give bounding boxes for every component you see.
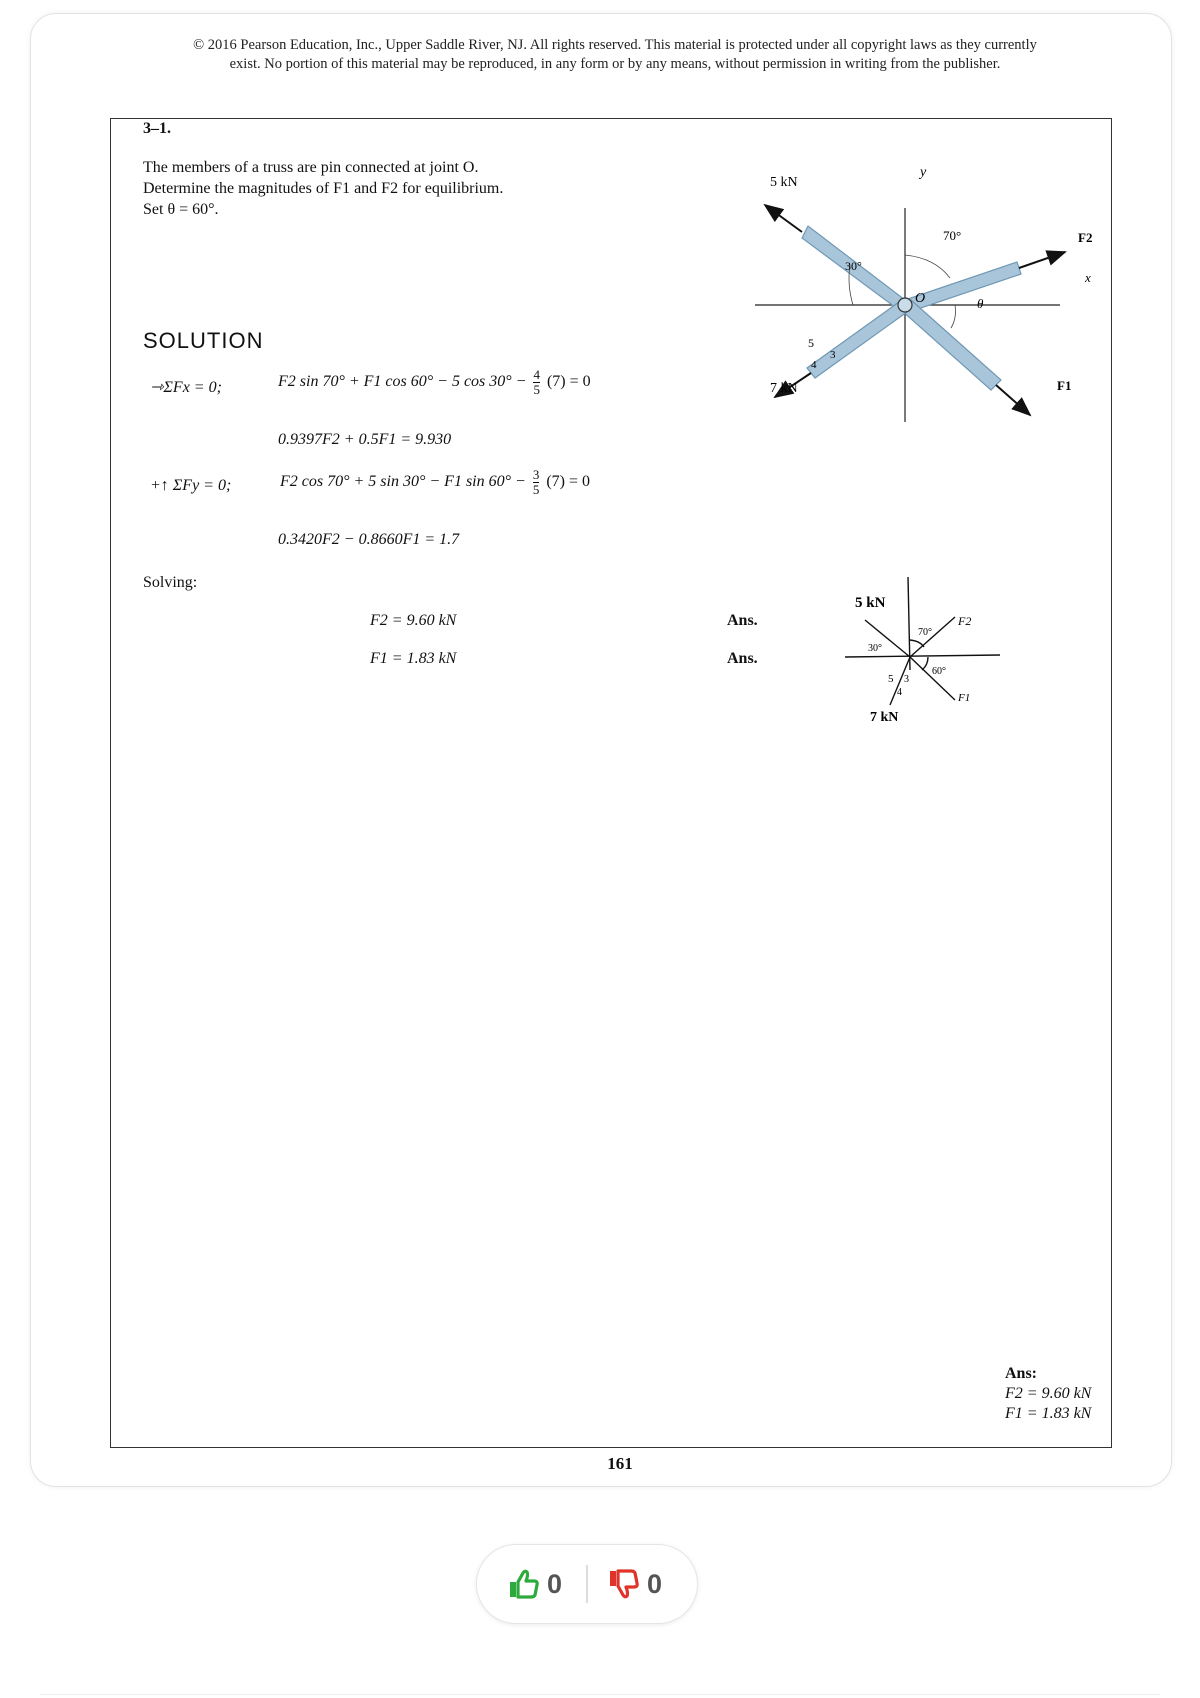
final-answer-f1: F1 = 1.83 kN: [1005, 1405, 1092, 1422]
upvote-count: 0: [547, 1568, 563, 1599]
eq2-fraction: [533, 468, 540, 497]
downvote-button[interactable]: [607, 1565, 662, 1603]
problem-statement-line-1: The members of a truss are pin connected at joint O.: [143, 159, 479, 176]
figure-label-theta: θ: [977, 296, 984, 311]
sketch-label-4: 4: [897, 687, 902, 698]
angle-70-arc: [905, 255, 950, 278]
eq1-fraction: [533, 368, 540, 397]
force-f2-arrow: [1019, 252, 1065, 268]
sketch-label-7kn: 7 kN: [870, 710, 899, 725]
upvote-button[interactable]: [507, 1565, 562, 1603]
eq2-left: F2 cos 70° + 5 sin 30° − F1 sin 60° −: [280, 473, 526, 491]
eq1-result: 0.9397F2 + 0.5F1 = 9.930: [278, 431, 452, 448]
sketch-label-3: 3: [904, 674, 909, 685]
equation-2: [280, 468, 590, 497]
bottom-divider: [40, 1694, 1160, 1695]
eq1-numerator: 4: [533, 367, 540, 382]
eq2-result: 0.3420F2 − 0.8660F1 = 1.7: [278, 531, 460, 548]
eq2-label: +↑ ΣFy = 0;: [150, 477, 232, 494]
figure-label-5kn: 5 kN: [770, 175, 798, 190]
figure-label-x: x: [1085, 270, 1091, 285]
sketch-label-f1: F1: [958, 692, 971, 704]
copyright-notice: [115, 36, 1115, 74]
eq1-left: F2 sin 70° + F1 cos 60° − 5 cos 30° −: [278, 373, 527, 391]
figure-label-7kn: 7 kN: [770, 381, 798, 396]
figure-label-y: y: [920, 165, 927, 180]
figure-label-5: 5: [808, 336, 814, 350]
answer-tag-2: Ans.: [727, 650, 758, 667]
sketch-label-70: 70°: [918, 627, 932, 638]
answer-f1: F1 = 1.83 kN: [370, 650, 457, 667]
sketch-label-5kn: 5 kN: [855, 595, 886, 611]
member-7kn: [807, 302, 907, 378]
thumbs-up-icon: [507, 1569, 539, 1599]
sketch-label-30: 30°: [868, 643, 882, 654]
truss-figure: [755, 160, 1105, 430]
vote-separator: [586, 1565, 588, 1603]
problem-statement-line-2: Determine the magnitudes of F1 and F2 for equilibrium.: [143, 180, 504, 197]
solution-heading: SOLUTION: [143, 328, 264, 353]
figure-label-70: 70°: [943, 228, 962, 243]
force-5kn-arrow: [765, 205, 802, 232]
downvote-count: 0: [647, 1568, 663, 1599]
eq1-label: ⇾ΣFx = 0;: [150, 379, 222, 396]
sketch-f2-line: [910, 617, 955, 657]
sketch-label-60: 60°: [932, 666, 946, 677]
force-f1-arrow: [996, 385, 1030, 415]
sketch-label-5: 5: [888, 673, 894, 685]
page-number: 161: [607, 1454, 633, 1473]
free-body-sketch: [840, 575, 1010, 725]
problem-statement-line-3: Set θ = 60°.: [143, 201, 219, 218]
eq2-denominator: 5: [532, 482, 540, 497]
figure-label-3: 3: [830, 349, 836, 361]
sketch-angle-arc-2: [922, 657, 928, 670]
figure-label-30: 30°: [845, 259, 862, 273]
figure-label-4: 4: [811, 359, 817, 371]
answer-tag-1: Ans.: [727, 612, 758, 629]
thumbs-down-icon: [607, 1569, 639, 1599]
solving-label: Solving:: [143, 574, 198, 591]
eq2-numerator: 3: [532, 467, 540, 482]
copyright-line-2: exist. No portion of this material may be reproduced, in any form or by any means, without permission in writing from the publisher.: [229, 56, 1001, 72]
eq1-denominator: 5: [533, 382, 540, 397]
angle-theta-arc: [951, 305, 956, 328]
vote-widget: [476, 1544, 698, 1624]
joint-o: [898, 298, 912, 312]
problem-statement: [143, 157, 583, 220]
answer-f2: F2 = 9.60 kN: [370, 612, 457, 629]
figure-label-f2: F2: [1078, 230, 1093, 245]
problem-number: 3–1.: [143, 120, 171, 137]
final-answer-box: [1005, 1364, 1091, 1424]
eq1-right: (7) = 0: [546, 373, 591, 391]
final-answer-f2: F2 = 9.60 kN: [1005, 1385, 1092, 1402]
figure-label-f1: F1: [1057, 378, 1072, 393]
equation-1: [278, 368, 591, 397]
figure-label-o: O: [915, 291, 926, 306]
copyright-line-1: © 2016 Pearson Education, Inc., Upper Saddle River, NJ. All rights reserved. This material is protected under all copyright laws as they currently: [193, 37, 1037, 53]
eq2-right: (7) = 0: [546, 473, 590, 491]
member-f1: [901, 300, 1001, 390]
sketch-x-axis: [845, 655, 1000, 657]
final-answer-label: Ans:: [1005, 1365, 1038, 1382]
sketch-f1-line: [910, 657, 955, 700]
sketch-label-f2: F2: [958, 614, 972, 628]
